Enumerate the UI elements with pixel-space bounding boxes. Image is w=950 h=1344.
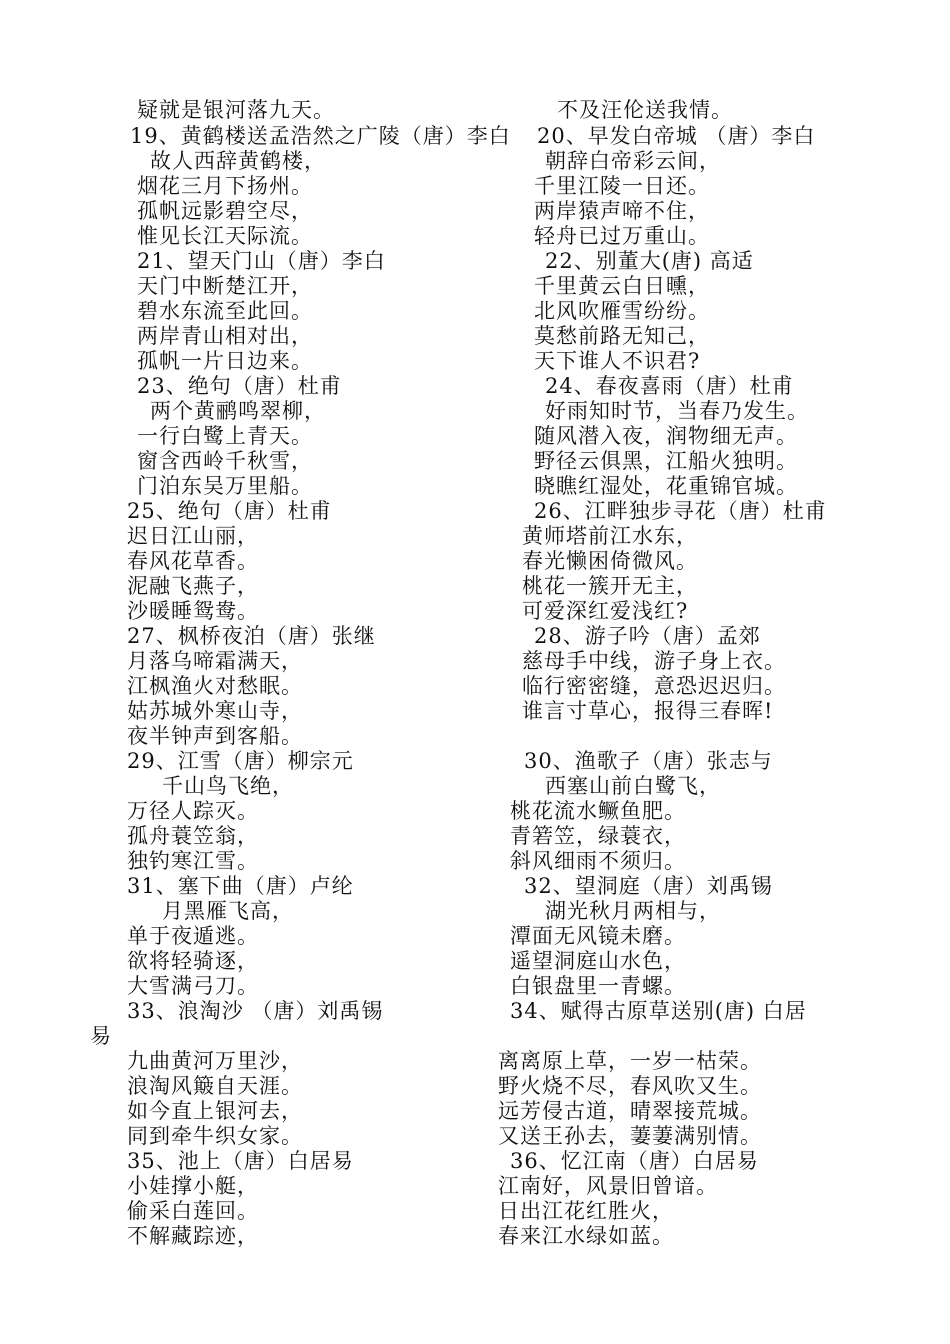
poem-title: 22、别董大(唐) 高适 bbox=[545, 249, 754, 273]
poem-line: 一行白鹭上青天。 bbox=[137, 424, 313, 448]
poem-line: 轻舟已过万重山。 bbox=[534, 224, 710, 248]
poem-line: 孤帆远影碧空尽， bbox=[137, 199, 313, 223]
poem-title: 24、春夜喜雨（唐）杜甫 bbox=[545, 374, 794, 398]
poem-line: 门泊东吴万里船。 bbox=[137, 474, 313, 498]
poem-line: 孤舟蓑笠翁， bbox=[127, 824, 259, 848]
poem-line: 浪淘风簸自天涯。 bbox=[127, 1074, 303, 1098]
poem-line: 斜风细雨不须归。 bbox=[510, 849, 686, 873]
poem-line: 故人西辞黄鹤楼， bbox=[150, 149, 326, 173]
poem-line: 疑就是银河落九天。 bbox=[137, 98, 335, 122]
poem-line: 西塞山前白鹭飞， bbox=[545, 774, 721, 798]
poem-line: 不及汪伦送我情。 bbox=[557, 98, 733, 122]
poem-line: 可爱深红爱浅红? bbox=[522, 599, 689, 623]
poem-line: 朝辞白帝彩云间， bbox=[545, 149, 721, 173]
poem-line: 春来江水绿如蓝。 bbox=[498, 1224, 674, 1248]
poem-line: 天门中断楚江开， bbox=[137, 274, 313, 298]
poem-line: 桃花流水鳜鱼肥。 bbox=[510, 799, 686, 823]
poem-title: 20、早发白帝城 （唐）李白 bbox=[537, 124, 816, 148]
poem-line: 姑苏城外寒山寺， bbox=[127, 699, 303, 723]
poem-line: 随风潜入夜，润物细无声。 bbox=[534, 424, 798, 448]
poem-title: 30、渔歌子（唐）张志与 bbox=[524, 749, 773, 773]
poem-title: 32、望洞庭（唐）刘禹锡 bbox=[524, 874, 773, 898]
poem-line: 单于夜遁逃。 bbox=[127, 924, 259, 948]
poem-line: 同到牵牛织女家。 bbox=[127, 1124, 303, 1148]
poem-title: 25、绝句（唐）杜甫 bbox=[127, 499, 332, 523]
poem-line: 天下谁人不识君? bbox=[534, 349, 701, 373]
poem-line: 野径云俱黑，江船火独明。 bbox=[534, 449, 798, 473]
poem-line: 大雪满弓刀。 bbox=[127, 974, 259, 998]
poem-line: 窗含西岭千秋雪， bbox=[137, 449, 313, 473]
poem-title-continued: 易 bbox=[90, 1024, 112, 1048]
poem-title: 19、黄鹤楼送孟浩然之广陵（唐）李白 bbox=[130, 124, 511, 148]
poem-line: 春风花草香。 bbox=[127, 549, 259, 573]
poem-line: 野火烧不尽，春风吹又生。 bbox=[498, 1074, 762, 1098]
poem-title: 33、浪淘沙 （唐）刘禹锡 bbox=[127, 999, 384, 1023]
poem-title: 29、江雪（唐）柳宗元 bbox=[127, 749, 354, 773]
poem-line: 江南好，风景旧曾谙。 bbox=[498, 1174, 718, 1198]
poem-line: 如今直上银河去， bbox=[127, 1099, 303, 1123]
poem-line: 沙暖睡鸳鸯。 bbox=[127, 599, 259, 623]
poem-line: 白银盘里一青螺。 bbox=[510, 974, 686, 998]
poem-line: 两岸青山相对出， bbox=[137, 324, 313, 348]
poem-line: 不解藏踪迹， bbox=[127, 1224, 259, 1248]
poem-title: 31、塞下曲（唐）卢纶 bbox=[127, 874, 354, 898]
poem-line: 遥望洞庭山水色， bbox=[510, 949, 686, 973]
poem-line: 独钓寒江雪。 bbox=[127, 849, 259, 873]
poem-line: 万径人踪灭。 bbox=[127, 799, 259, 823]
poem-line: 慈母手中线，游子身上衣。 bbox=[522, 649, 786, 673]
poem-line: 九曲黄河万里沙， bbox=[127, 1049, 303, 1073]
poem-line: 千里江陵一日还。 bbox=[534, 174, 710, 198]
poem-line: 黄师塔前江水东， bbox=[522, 524, 698, 548]
poem-line: 好雨知时节，当春乃发生。 bbox=[545, 399, 809, 423]
poem-line: 晓瞧红湿处，花重锦官城。 bbox=[534, 474, 798, 498]
poem-line: 又送王孙去，萋萋满别情。 bbox=[498, 1124, 762, 1148]
poem-line: 离离原上草，一岁一枯荣。 bbox=[498, 1049, 762, 1073]
poem-line: 临行密密缝，意恐迟迟归。 bbox=[522, 674, 786, 698]
poem-line: 青箬笠，绿蓑衣， bbox=[510, 824, 686, 848]
poem-title: 26、江畔独步寻花（唐）杜甫 bbox=[534, 499, 827, 523]
poem-line: 偷采白莲回。 bbox=[127, 1199, 259, 1223]
poem-line: 烟花三月下扬州。 bbox=[137, 174, 313, 198]
poem-title: 36、忆江南（唐）白居易 bbox=[510, 1149, 759, 1173]
poem-line: 两岸猿声啼不住， bbox=[534, 199, 710, 223]
poem-line: 北风吹雁雪纷纷。 bbox=[534, 299, 710, 323]
poem-title: 21、望天门山（唐）李白 bbox=[137, 249, 386, 273]
poem-line: 潭面无风镜未磨。 bbox=[510, 924, 686, 948]
poem-line: 湖光秋月两相与， bbox=[545, 899, 721, 923]
poem-line: 小娃撑小艇， bbox=[127, 1174, 259, 1198]
poem-line: 碧水东流至此回。 bbox=[137, 299, 313, 323]
poem-title: 35、池上（唐）白居易 bbox=[127, 1149, 354, 1173]
poem-line: 惟见长江天际流。 bbox=[137, 224, 313, 248]
poem-line: 谁言寸草心，报得三春晖! bbox=[522, 699, 774, 723]
poem-line: 月落乌啼霜满天， bbox=[127, 649, 303, 673]
poem-line: 夜半钟声到客船。 bbox=[127, 724, 303, 748]
poem-line: 孤帆一片日边来。 bbox=[137, 349, 313, 373]
poem-line: 千里黄云白日曛， bbox=[534, 274, 710, 298]
poem-line: 春光懒困倚微风。 bbox=[522, 549, 698, 573]
poem-title: 27、枫桥夜泊（唐）张继 bbox=[127, 624, 376, 648]
poem-title: 34、赋得古原草送别(唐) 白居 bbox=[510, 999, 807, 1023]
poem-title: 23、绝句（唐）杜甫 bbox=[137, 374, 342, 398]
poem-line: 泥融飞燕子， bbox=[127, 574, 259, 598]
poem-title: 28、游子吟（唐）孟郊 bbox=[534, 624, 761, 648]
poem-line: 莫愁前路无知己， bbox=[534, 324, 710, 348]
poem-line: 两个黄鹂鸣翠柳， bbox=[150, 399, 326, 423]
poem-line: 迟日江山丽， bbox=[127, 524, 259, 548]
poem-line: 江枫渔火对愁眠。 bbox=[127, 674, 303, 698]
poem-line: 远芳侵古道，晴翠接荒城。 bbox=[498, 1099, 762, 1123]
poem-line: 桃花一簇开无主， bbox=[522, 574, 698, 598]
poem-line: 千山鸟飞绝， bbox=[162, 774, 294, 798]
poem-line: 月黑雁飞高， bbox=[162, 899, 294, 923]
poem-line: 欲将轻骑逐， bbox=[127, 949, 259, 973]
poem-line: 日出江花红胜火， bbox=[498, 1199, 674, 1223]
